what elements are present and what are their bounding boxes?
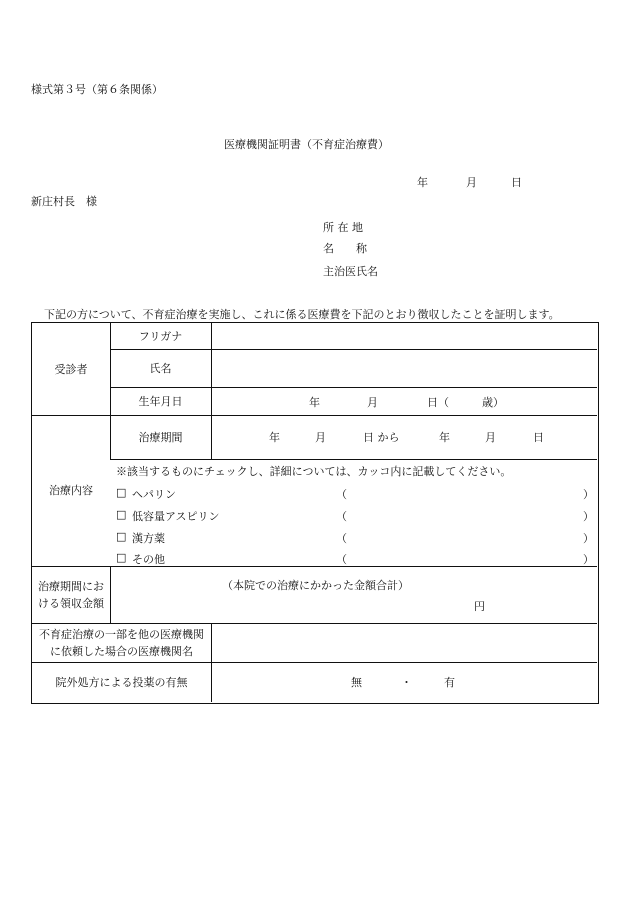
- certification-statement: 下記の方について、不育症治療を実施し、これに係る医療費を下記のとおり徴収したことを証明します。: [44, 308, 560, 321]
- issuer-name-label: 名 称: [323, 242, 367, 255]
- paren-close: ）: [583, 532, 594, 545]
- prescription-yes-option[interactable]: 有: [444, 676, 455, 689]
- treatment-period-field[interactable]: [211, 415, 597, 459]
- addressee: 新庄村長 様: [31, 195, 97, 208]
- form-number: 様式第３号（第６条関係）: [31, 83, 163, 96]
- paren-open: （: [336, 532, 347, 545]
- dob-month: 月: [367, 396, 378, 409]
- name-field[interactable]: [211, 349, 597, 387]
- date-day-label: 日: [511, 176, 522, 189]
- furigana-field[interactable]: [211, 323, 597, 349]
- paren-open: （: [336, 488, 347, 501]
- rule: [110, 459, 597, 460]
- amount-field[interactable]: [110, 566, 597, 623]
- document-title: 医療機関証明書（不育症治療費）: [224, 138, 389, 151]
- checkbox-icon[interactable]: □: [116, 486, 127, 499]
- dob-year: 年: [309, 396, 320, 409]
- amount-note: （本院での治療にかかった金額合計）: [222, 579, 409, 592]
- name-label: 氏名: [149, 361, 172, 375]
- option-label: 低容量アスピリン: [132, 510, 220, 523]
- dob-day: 日（: [427, 396, 449, 409]
- option-label: ヘパリン: [132, 488, 176, 501]
- option-label: その他: [132, 553, 165, 566]
- prescription-no-option[interactable]: 無: [351, 676, 362, 689]
- checkbox-icon[interactable]: □: [116, 530, 127, 543]
- treatment-instruction: ※該当するものにチェックし、詳細については、カッコ内に記載してください。: [116, 465, 512, 478]
- certificate-table: [31, 322, 599, 704]
- dob-label: 生年月日: [138, 394, 183, 408]
- prescription-label: 院外処方による投薬の有無: [55, 675, 188, 689]
- period-end-day: 日: [533, 431, 544, 444]
- issuer-doctor-label: 主治医氏名: [323, 265, 378, 278]
- option-label: 漢方薬: [132, 532, 165, 545]
- dob-age: 歳）: [482, 396, 504, 409]
- prescription-field: [211, 662, 597, 702]
- amount-label-line2: ける領収金額: [38, 596, 104, 610]
- referral-label-line2: に依頼した場合の医療機関名: [50, 644, 193, 658]
- treatment-section-label: 治療内容: [49, 484, 93, 497]
- prescription-separator: ・: [401, 676, 412, 689]
- dob-field[interactable]: [211, 387, 597, 415]
- paren-open: （: [336, 510, 347, 523]
- amount-label: [32, 566, 110, 623]
- checkbox-icon[interactable]: □: [116, 551, 127, 564]
- yen-unit: 円: [474, 600, 485, 613]
- amount-label-line1: 治療期間にお: [38, 579, 104, 593]
- referral-field[interactable]: [211, 623, 597, 662]
- referral-label-line1: 不育症治療の一部を他の医療機関: [39, 627, 204, 641]
- checkbox-icon[interactable]: □: [116, 508, 127, 521]
- treatment-period-label: 治療期間: [138, 430, 183, 444]
- furigana-label: フリガナ: [138, 329, 183, 343]
- period-end-month: 月: [485, 431, 496, 444]
- patient-section-label: 受診者: [54, 362, 88, 376]
- period-start-day: 日 から: [363, 431, 400, 444]
- date-month-label: 月: [466, 176, 477, 189]
- referral-label: [32, 623, 211, 662]
- paren-close: ）: [583, 553, 594, 566]
- paren-close: ）: [583, 488, 594, 501]
- period-start-year: 年: [269, 431, 280, 444]
- period-start-month: 月: [315, 431, 326, 444]
- paren-open: （: [336, 553, 347, 566]
- period-end-year: 年: [439, 431, 450, 444]
- date-year-label: 年: [417, 176, 428, 189]
- issuer-address-label: 所 在 地: [323, 221, 363, 234]
- paren-close: ）: [583, 510, 594, 523]
